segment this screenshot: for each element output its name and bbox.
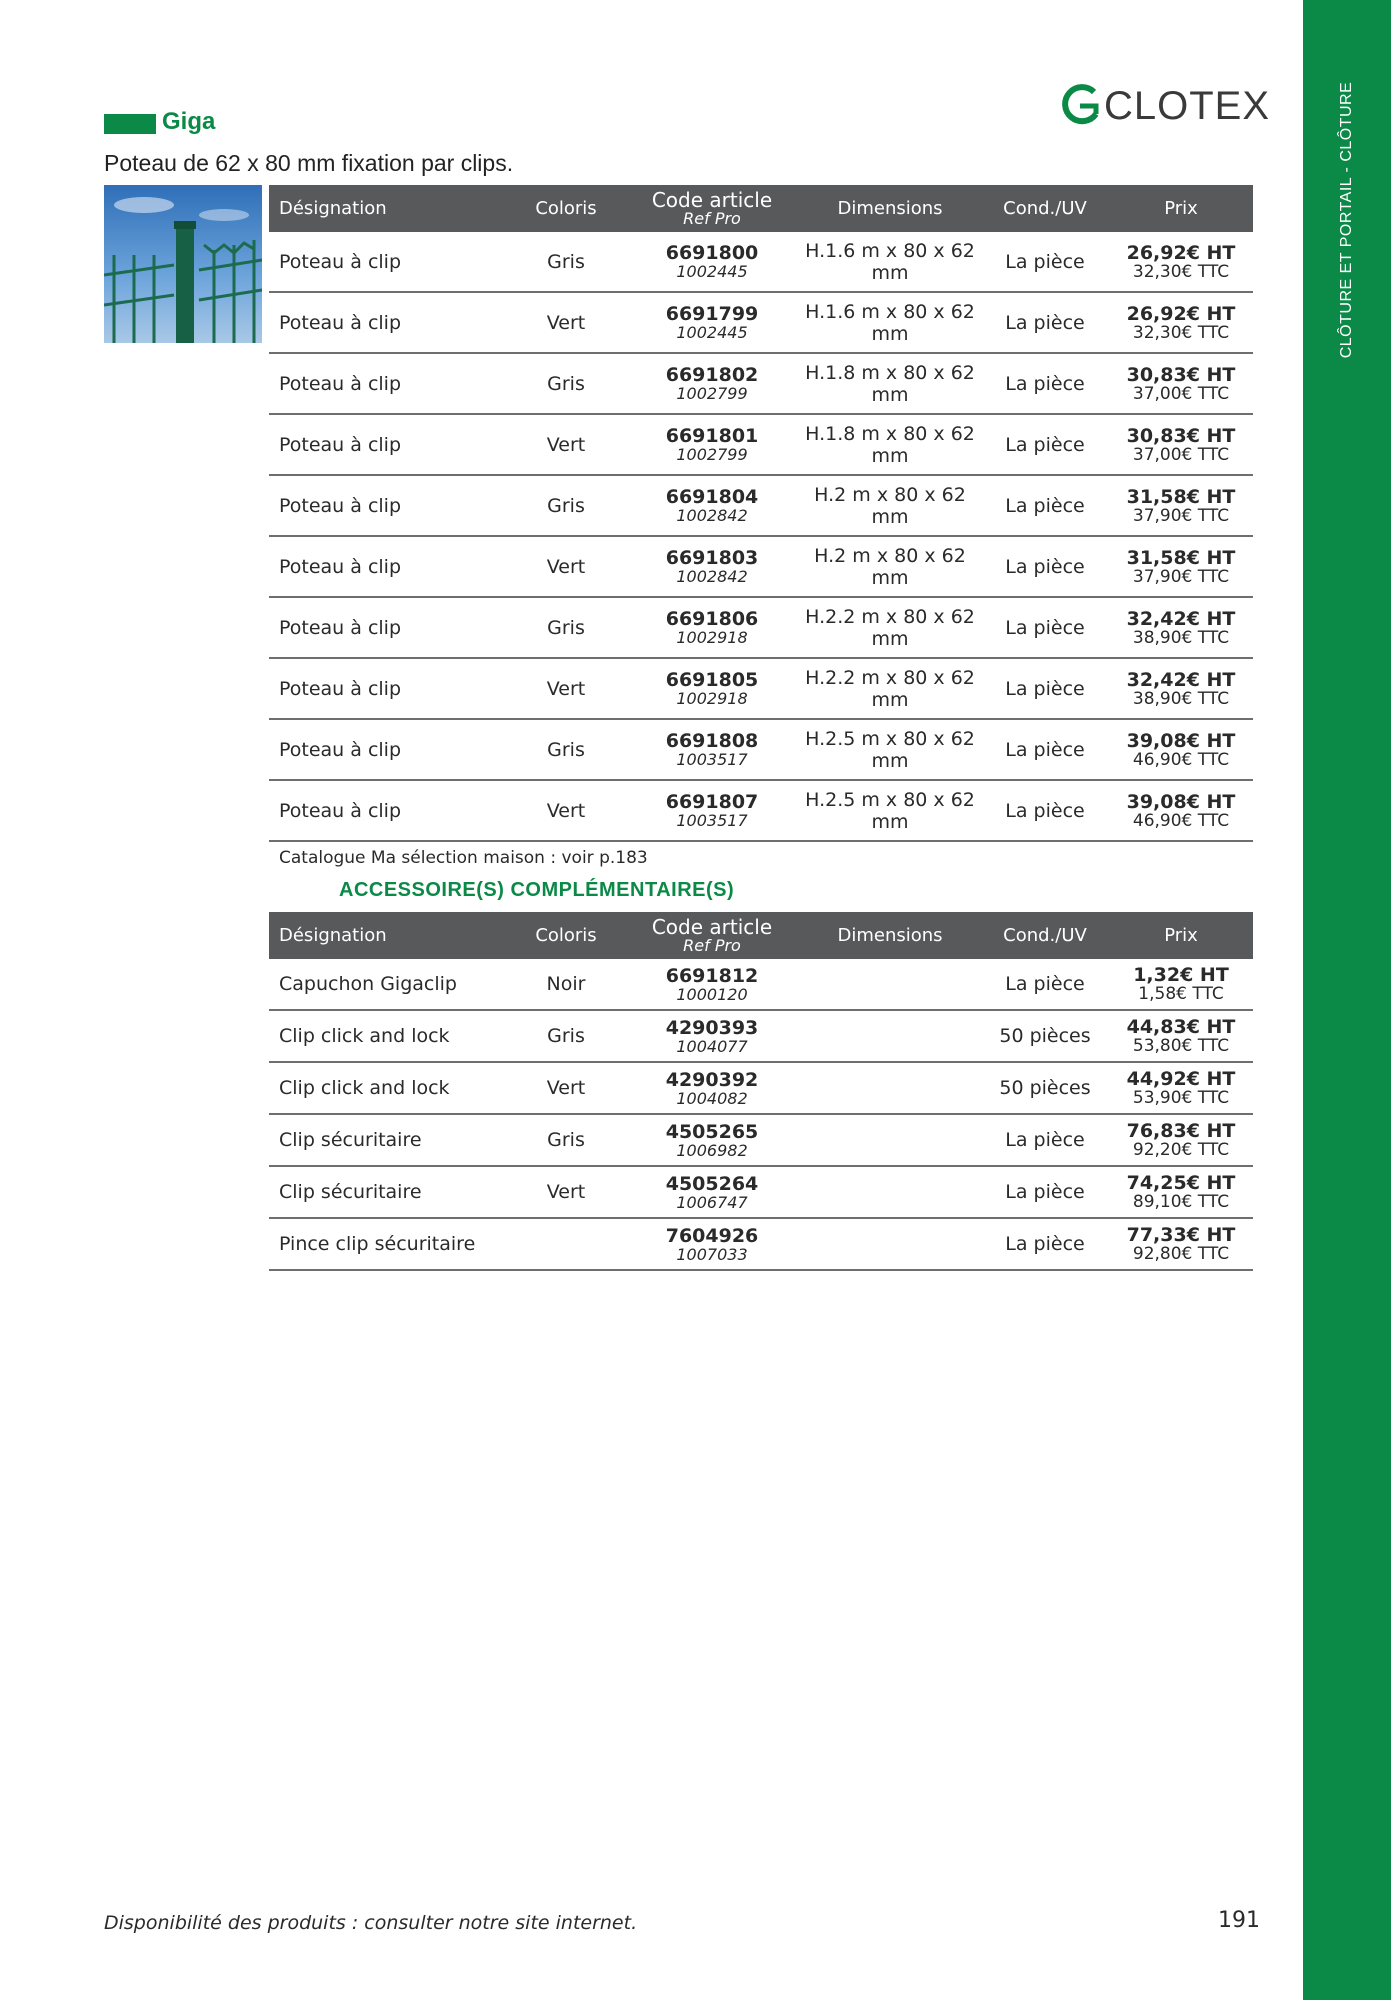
price-ht: 44,83€ HT (1126, 1016, 1236, 1038)
cell-code (625, 536, 799, 597)
cell-price (1109, 1010, 1253, 1062)
cell-coloris: Gris (507, 475, 625, 536)
ref-pro: 1003517 (676, 750, 748, 769)
accessories-table (269, 912, 1253, 1271)
table-row (269, 597, 1253, 658)
cell-designation: Poteau à clip (269, 597, 507, 658)
price-ttc: 46,90€ TTC (1132, 749, 1230, 770)
cell-designation: Poteau à clip (269, 292, 507, 353)
cell-price (1109, 959, 1253, 1010)
article-code: 4505265 (665, 1120, 759, 1143)
cell-cond: 50 pièces (981, 1010, 1109, 1062)
catalogue-note: Catalogue Ma sélection maison : voir p.183 (279, 848, 648, 868)
table-row (269, 1062, 1253, 1114)
cell-dimensions (799, 1062, 981, 1114)
brand-color-bar (104, 114, 156, 134)
header-code (625, 185, 799, 232)
clotex-logo (1060, 84, 1270, 128)
logo-mark-icon (1060, 84, 1100, 128)
cell-code (625, 597, 799, 658)
cell-cond: La pièce (981, 292, 1109, 353)
cell-cond: 50 pièces (981, 1062, 1109, 1114)
price-ht: 76,83€ HT (1126, 1120, 1236, 1142)
ref-pro: 1002842 (676, 506, 748, 525)
cell-cond: La pièce (981, 475, 1109, 536)
cell-price (1109, 780, 1253, 841)
cell-cond: La pièce (981, 780, 1109, 841)
price-ttc: 38,90€ TTC (1132, 627, 1230, 648)
table-row (269, 536, 1253, 597)
article-code: 6691800 (665, 242, 759, 264)
price-ttc: 37,00€ TTC (1132, 383, 1230, 404)
header-coloris: Coloris (507, 912, 625, 959)
article-code: 6691807 (665, 791, 759, 813)
price-ttc: 1,58€ TTC (1138, 984, 1224, 1004)
table-row (269, 1114, 1253, 1166)
price-ht: 30,83€ HT (1126, 363, 1236, 386)
price-ht: 77,33€ HT (1126, 1224, 1236, 1246)
cell-dimensions (799, 1010, 981, 1062)
cell-designation: Poteau à clip (269, 536, 507, 597)
price-ht: 32,42€ HT (1126, 668, 1236, 691)
cell-designation: Poteau à clip (269, 719, 507, 780)
price-ht: 26,92€ HT (1126, 302, 1236, 325)
table-row (269, 353, 1253, 414)
cell-price (1109, 1218, 1253, 1270)
cell-code (625, 1114, 799, 1166)
cell-dimensions: H.2 m x 80 x 62 mm (799, 536, 981, 597)
table-row (269, 475, 1253, 536)
article-code: 6691812 (665, 964, 759, 987)
cell-price (1109, 719, 1253, 780)
cell-cond: La pièce (981, 536, 1109, 597)
cell-designation: Clip sécuritaire (269, 1114, 507, 1166)
cell-designation: Clip sécuritaire (269, 1166, 507, 1218)
table-row (269, 658, 1253, 719)
price-ttc: 37,00€ TTC (1132, 444, 1230, 465)
article-code: 4290392 (665, 1068, 759, 1091)
cell-code (625, 1062, 799, 1114)
cell-designation: Clip click and lock (269, 1010, 507, 1062)
cell-code (625, 292, 799, 353)
posts-table (269, 185, 1253, 842)
price-ht: 39,08€ HT (1126, 729, 1236, 752)
price-ht: 31,58€ HT (1126, 485, 1236, 508)
cell-coloris: Gris (507, 597, 625, 658)
side-section-label: CLÔTURE ET PORTAIL - CLÔTURE (1338, 81, 1355, 359)
cell-dimensions (799, 959, 981, 1010)
cell-cond: La pièce (981, 353, 1109, 414)
table-row (269, 1218, 1253, 1270)
cell-designation: Poteau à clip (269, 353, 507, 414)
header-cond: Cond./UV (981, 912, 1109, 959)
ref-pro: 1006747 (676, 1192, 748, 1212)
cell-dimensions: H.1.6 m x 80 x 62 mm (799, 232, 981, 292)
ref-pro: 1002918 (676, 689, 748, 708)
article-code: 6691804 (665, 486, 759, 508)
header-prix: Prix (1109, 185, 1253, 232)
cell-code (625, 232, 799, 292)
cell-cond: La pièce (981, 719, 1109, 780)
table-row (269, 414, 1253, 475)
header-code-sub: Ref Pro (683, 208, 741, 228)
header-prix: Prix (1109, 912, 1253, 959)
table-row (269, 1010, 1253, 1062)
cell-price (1109, 1062, 1253, 1114)
cell-designation: Poteau à clip (269, 475, 507, 536)
cell-dimensions: H.1.6 m x 80 x 62 mm (799, 292, 981, 353)
footer-note: Disponibilité des produits : consulter notre site internet. (104, 1912, 638, 1934)
price-ttc: 53,90€ TTC (1132, 1088, 1230, 1108)
cell-cond: La pièce (981, 658, 1109, 719)
cell-coloris: Vert (507, 780, 625, 841)
price-ttc: 46,90€ TTC (1132, 810, 1230, 831)
cell-coloris: Vert (507, 292, 625, 353)
article-code: 6691806 (665, 608, 759, 630)
cell-price (1109, 292, 1253, 353)
cell-price (1109, 658, 1253, 719)
table-row (269, 959, 1253, 1010)
cell-designation: Poteau à clip (269, 780, 507, 841)
cell-cond: La pièce (981, 1114, 1109, 1166)
ref-pro: 1003517 (676, 811, 748, 830)
logo-text: CLOTEX (1104, 84, 1271, 128)
ref-pro: 1002842 (676, 567, 748, 586)
cell-dimensions: H.2.2 m x 80 x 62 mm (799, 597, 981, 658)
table-header-row (269, 185, 1253, 232)
table-row (269, 1166, 1253, 1218)
price-ttc: 92,80€ TTC (1132, 1244, 1230, 1264)
price-ttc: 32,30€ TTC (1132, 261, 1230, 282)
header-code-main: Code article (651, 914, 773, 939)
cell-dimensions: H.2.5 m x 80 x 62 mm (799, 719, 981, 780)
cell-cond: La pièce (981, 1218, 1109, 1270)
ref-pro: 1002918 (676, 628, 748, 647)
price-ht: 32,42€ HT (1126, 607, 1236, 630)
cell-coloris: Noir (507, 959, 625, 1010)
header-designation: Désignation (269, 185, 507, 232)
price-ht: 39,08€ HT (1126, 790, 1236, 813)
cell-dimensions: H.1.8 m x 80 x 62 mm (799, 353, 981, 414)
price-ht: 31,58€ HT (1126, 546, 1236, 569)
ref-pro: 1002445 (676, 323, 748, 342)
cell-code (625, 1166, 799, 1218)
cell-coloris: Vert (507, 1166, 625, 1218)
cell-code (625, 414, 799, 475)
cell-code (625, 475, 799, 536)
product-subtitle: Poteau de 62 x 80 mm fixation par clips. (104, 150, 514, 176)
header-dimensions: Dimensions (799, 912, 981, 959)
cell-coloris: Vert (507, 414, 625, 475)
cell-cond: La pièce (981, 1166, 1109, 1218)
price-ttc: 38,90€ TTC (1132, 688, 1230, 709)
cell-code (625, 1218, 799, 1270)
cell-coloris (507, 1218, 625, 1270)
cell-price (1109, 597, 1253, 658)
cell-code (625, 658, 799, 719)
cell-dimensions: H.1.8 m x 80 x 62 mm (799, 414, 981, 475)
ref-pro: 1002799 (676, 384, 748, 403)
cell-code (625, 959, 799, 1010)
header-cond: Cond./UV (981, 185, 1109, 232)
cell-coloris: Gris (507, 719, 625, 780)
cell-dimensions: H.2 m x 80 x 62 mm (799, 475, 981, 536)
table-header-row (269, 912, 1253, 959)
accessories-title: ACCESSOIRE(S) COMPLÉMENTAIRE(S) (339, 879, 735, 901)
ref-pro: 1002799 (676, 445, 748, 464)
cell-coloris: Gris (507, 1114, 625, 1166)
ref-pro: 1000120 (676, 984, 748, 1004)
article-code: 6691805 (665, 669, 759, 691)
cell-designation: Poteau à clip (269, 658, 507, 719)
table-row (269, 292, 1253, 353)
brand-title: Giga (162, 108, 216, 135)
cell-price (1109, 1166, 1253, 1218)
price-ttc: 37,90€ TTC (1132, 505, 1230, 526)
cell-coloris: Vert (507, 536, 625, 597)
ref-pro: 1004077 (676, 1036, 748, 1056)
cell-price (1109, 1114, 1253, 1166)
cell-coloris: Gris (507, 1010, 625, 1062)
cell-dimensions (799, 1166, 981, 1218)
table-row (269, 780, 1253, 841)
price-ttc: 53,80€ TTC (1132, 1036, 1230, 1056)
cell-designation: Poteau à clip (269, 232, 507, 292)
ref-pro: 1002445 (676, 262, 748, 281)
cell-dimensions (799, 1114, 981, 1166)
cell-code (625, 780, 799, 841)
cell-price (1109, 414, 1253, 475)
header-code-sub: Ref Pro (683, 935, 741, 955)
table-row (269, 232, 1253, 292)
article-code: 6691803 (665, 547, 759, 569)
cell-coloris: Vert (507, 658, 625, 719)
price-ttc: 32,30€ TTC (1132, 322, 1230, 343)
cell-designation: Clip click and lock (269, 1062, 507, 1114)
cell-price (1109, 475, 1253, 536)
ref-pro: 1007033 (676, 1244, 748, 1264)
header-coloris: Coloris (507, 185, 625, 232)
price-ttc: 89,10€ TTC (1132, 1192, 1230, 1212)
cell-price (1109, 536, 1253, 597)
article-code: 7604926 (665, 1224, 759, 1247)
header-code (625, 912, 799, 959)
price-ht: 44,92€ HT (1126, 1068, 1236, 1090)
article-code: 6691799 (665, 303, 759, 325)
cell-price (1109, 353, 1253, 414)
cell-code (625, 1010, 799, 1062)
header-designation: Désignation (269, 912, 507, 959)
price-ht: 74,25€ HT (1126, 1172, 1236, 1194)
article-code: 6691802 (665, 364, 759, 386)
article-code: 4505264 (665, 1172, 759, 1195)
cell-code (625, 719, 799, 780)
cell-price (1109, 232, 1253, 292)
cell-dimensions: H.2.2 m x 80 x 62 mm (799, 658, 981, 719)
cell-cond: La pièce (981, 597, 1109, 658)
price-ht: 26,92€ HT (1126, 241, 1236, 264)
cell-designation: Poteau à clip (269, 414, 507, 475)
price-ht: 30,83€ HT (1126, 424, 1236, 447)
ref-pro: 1004082 (676, 1088, 748, 1108)
page-number: 191 (1218, 1908, 1260, 1933)
cell-designation: Capuchon Gigaclip (269, 959, 507, 1010)
cell-coloris: Vert (507, 1062, 625, 1114)
article-code: 6691801 (665, 425, 759, 447)
product-photo (104, 185, 262, 343)
cell-code (625, 353, 799, 414)
article-code: 4290393 (665, 1016, 759, 1039)
cell-cond: La pièce (981, 232, 1109, 292)
article-code: 6691808 (665, 730, 759, 752)
cell-dimensions (799, 1218, 981, 1270)
cell-cond: La pièce (981, 959, 1109, 1010)
cell-coloris: Gris (507, 353, 625, 414)
cell-designation: Pince clip sécuritaire (269, 1218, 507, 1270)
header-code-main: Code article (651, 187, 773, 212)
header-dimensions: Dimensions (799, 185, 981, 232)
ref-pro: 1006982 (676, 1140, 748, 1160)
price-ttc: 37,90€ TTC (1132, 566, 1230, 587)
cell-coloris: Gris (507, 232, 625, 292)
cell-dimensions: H.2.5 m x 80 x 62 mm (799, 780, 981, 841)
price-ttc: 92,20€ TTC (1132, 1140, 1230, 1160)
cell-cond: La pièce (981, 414, 1109, 475)
price-ht: 1,32€ HT (1133, 964, 1229, 986)
table-row (269, 719, 1253, 780)
